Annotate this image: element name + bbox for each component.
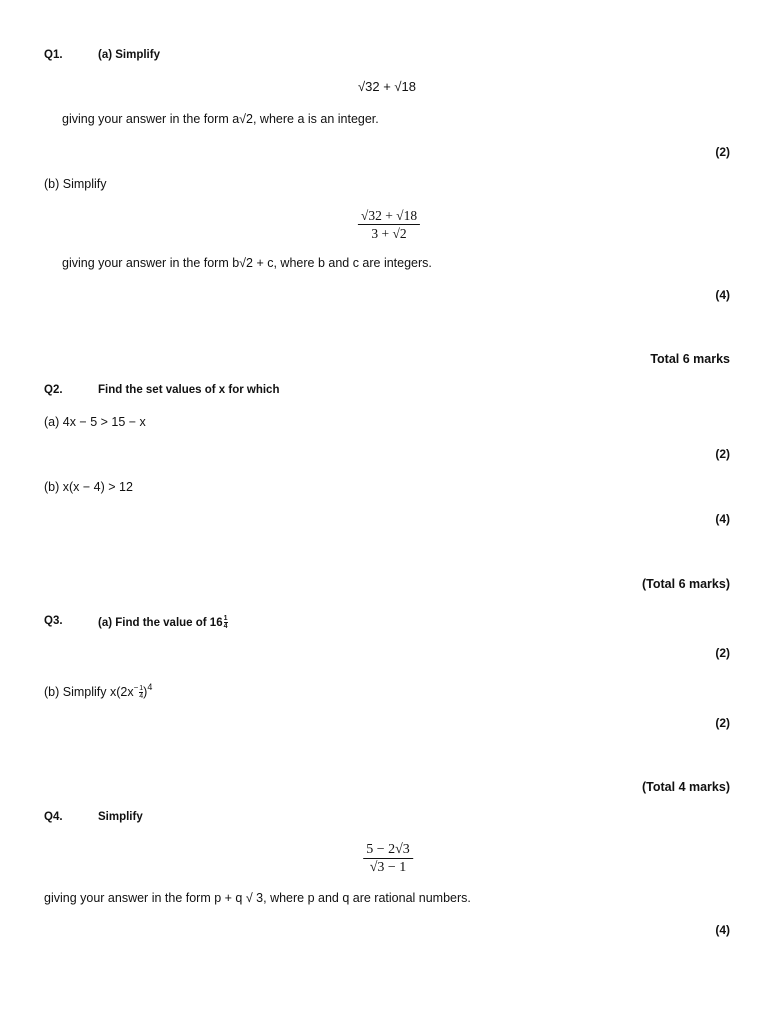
q3-marks-a: (2) [715, 646, 730, 660]
q3-title [98, 615, 228, 630]
q3-title-text: (a) Find the value of 16 [98, 617, 223, 629]
q2-part-a: (a) 4x − 5 > 15 − x [44, 415, 146, 429]
q3-part-b-text: (b) Simplify x(2x [44, 685, 134, 699]
q1-instruction-b: giving your answer in the form b√2 + c, where b and c are integers. [62, 256, 432, 270]
q3-marks-b: (2) [715, 716, 730, 730]
q1-number: Q1. [44, 49, 63, 61]
q2-marks-b: (4) [715, 512, 730, 526]
q1-instruction-a: giving your answer in the form a√2, where a is an integer. [62, 112, 379, 126]
q4-fraction-numerator: 5 − 2√3 [366, 842, 410, 857]
q1-marks-a: (2) [715, 145, 730, 159]
q1-part-a-title: (a) Simplify [98, 49, 160, 61]
q2-marks-a: (2) [715, 447, 730, 461]
q2-title: Find the set values of x for which [98, 384, 280, 396]
q4-fraction [363, 842, 413, 875]
closing-paren: ) [143, 685, 148, 699]
q3-exponent-a [224, 615, 228, 630]
exponent-denominator: 4 [223, 623, 228, 630]
q3-part-b [44, 683, 152, 700]
q1-expression-a: √32 + √18 [357, 79, 417, 94]
q1-marks-b: (4) [715, 288, 730, 302]
q4-fraction-denominator: √3 − 1 [369, 860, 407, 875]
exponent-denominator: 4 [139, 693, 144, 700]
exponent-numerator: 1 [223, 615, 228, 622]
q1-fraction-b [358, 208, 420, 241]
q1-total: Total 6 marks [650, 352, 730, 366]
q2-total: (Total 6 marks) [642, 577, 730, 591]
q3-total: (Total 4 marks) [642, 780, 730, 794]
exponent-numerator: 1 [139, 685, 144, 692]
q1-fraction-b-numerator: √32 + √18 [360, 208, 418, 223]
q4-title: Simplify [98, 811, 143, 823]
q4-instruction: giving your answer in the form p + q √ 3, where p and q are rational numbers. [44, 891, 471, 905]
q2-part-b: (b) x(x − 4) > 12 [44, 480, 133, 494]
exponent-sign: − [133, 683, 139, 692]
q3-number: Q3. [44, 615, 63, 627]
outer-power: 4 [147, 682, 153, 692]
q1-fraction-b-denominator: 3 + √2 [371, 226, 407, 241]
q4-marks: (4) [715, 923, 730, 937]
q2-number: Q2. [44, 384, 63, 396]
q1-part-b-title: (b) Simplify [44, 177, 107, 191]
q4-number: Q4. [44, 811, 63, 823]
